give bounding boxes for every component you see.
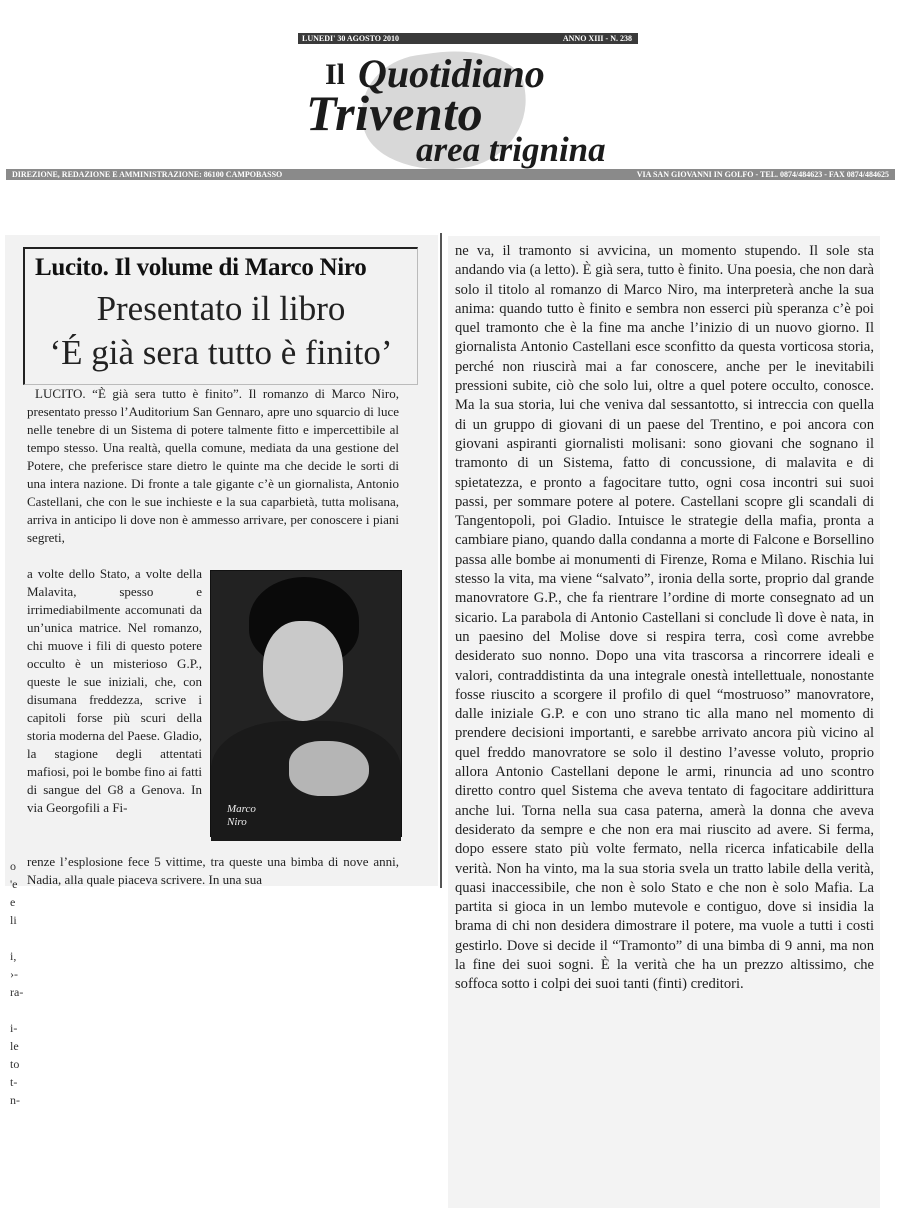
article-body-top: LUCITO. “È già sera tutto è finito”. Il romanzo di Marco Niro, presentato presso l’Auditorium San Gennaro, apre uno squarcio di luce nelle tenebre di un Sistema di potere talmente fitto e impercettibile al tempo stesso. Una realtà, quella comune, mediata da una gestione del Potere, che preferisce stare dietro le quinte ma che decide le sorti di una intera nazione. Di fronte a tale gigante c’è un giornalista, Antonio Castellani, che con le sue inchieste e la sua caparbietà, tutta molisana, arriva in anticipo li dove non è ammesso arrivare, per conoscere i piani segreti, [27, 386, 399, 545]
article-title-line-1: Presentato il libro [96, 289, 346, 328]
column-divider [440, 233, 442, 888]
masthead-trivento: Trivento [306, 85, 484, 141]
masthead-quotidiano: Quotidiano [358, 51, 545, 96]
issue-date: LUNEDI' 30 AGOSTO 2010 [302, 34, 399, 43]
author-photo [210, 570, 402, 837]
article-body-bottom: renze l’esplosione fece 5 vittime, tra queste una bimba di nove anni, Nadia, alla quale piaceva scrivere. In una sua [27, 854, 399, 887]
article-body-column: a volte dello Stato, a volte della Malavita, spesso e irrimediabilmente accomunati da un’unica matrice. Nel romanzo, chi muove i fili di questo potere occulto è un misterioso G.P., queste le sue iniziali, che, con disumana freddezza, scrive i capitoli forse più scuri della storia moderna del Paese. Gladio, la stagione degli attentati mafiosi, poi le bombe fino ai fatti di sangue del G8 a Genova. In via Georgofili a Fi- [27, 566, 202, 815]
address-right: VIA SAN GIOVANNI IN GOLFO - TEL. 0874/484623 - FAX 0874/484625 [636, 170, 889, 179]
masthead-date-bar [298, 33, 638, 44]
photo-caption: Marco Niro [227, 803, 256, 828]
issue-number: ANNO XIII - N. 238 [562, 34, 632, 43]
masthead-address-bar [6, 169, 895, 180]
address-left: DIREZIONE, REDAZIONE E AMMINISTRAZIONE: 86100 CAMPOBASSO [12, 170, 283, 179]
masthead-il: Il [325, 58, 346, 91]
masthead-area-trignina: area trignina [416, 130, 606, 169]
adjacent-column-fragments: o 'e e li i, ›- ra- i- le to t- n- [10, 859, 24, 1107]
article-clipping-right [448, 236, 880, 1208]
headline-box [23, 247, 418, 385]
article-clipping-left [5, 235, 438, 1107]
article-kicker: Lucito. Il volume di Marco Niro [35, 254, 367, 281]
article-title-line-2: ‘É già sera tutto è finito’ [49, 333, 393, 372]
article-body-continuation: ne va, il tramonto si avvicina, un momento stupendo. Il sole sta andando via (a letto). È già sera, tutto è finito. Una poesia, che non darà solo il titolo al romanzo di Marco Niro, ma interpreterà anche la sua anima: quando tutto è finito e sembra non esserci più speranza c’è poi quel tramonto che è la fine ma anche l’inizio di un nuovo giorno. Il giornalista Antonio Castellani esce sconfitto da questa vorticosa storia, perché non riuscirà mai a far conoscere, anche per le inevitabili pressioni subite, ciò che solo lui, oltre a quel potere occulto, conosce. Ma la sua storia, lui che veniva dal sessantotto, si intreccia con quella di un gruppo di giovani di un paese del Trentino, e poi ancora con giovani aspiranti giornalisti molisani: sono giovani che sognano il tramonto di un Sistema, fatto di concussione, di malavita e di spietatezza, e pronto a fagocitare tutto, ogni cosa incontri sui suoi passi, per sommare potere al potere. Castellani scopre gli scandali di Tangentopoli, poi Gladio. Intuisce le strategie della mafia, pronta a cambiare piano, quando dalla condanna a morte di Falcone e Borsellino passa alle bombe ai monumenti di Firenze, Roma e Milano. Rischia lui stesso la vita, ma viene “salvato”, ironia della sorte, proprio dal grande manovratore G.P., che fa rientrare l’ordine di morte consegnato ad un sicario. La parabola di Antonio Castellani si conclude lì dove è nata, in un paesino del Molise dove si respira terra, così come avrebbe desiderato suo nonno. Dopo una vita trascorsa a rincorrere ideali e valori, contraddistinta da una integrale onestà intellettuale, nonostante fosse riuscito a scorgere il profilo di quel “mostruoso” manovratore, dalle iniziale G.P. e con uno strano tic alla mano nel momento di prendere decisioni importanti, e sarebbe arrivato ancora più vicino al quel freddo manovratore se solo il destino l’avesse voluto, proprio allora Antonio Castellani depone le armi, rinuncia ad uno scontro diretto contro quel Sistema che aveva tentato di fagocitare addirittura anche lui. Torna nella sua casa paterna, amerà la donna che aveva desiderato da sempre e che non era mai riuscito ad avere. Si ferma, dopo essere stato più volte fermato, nella ricerca infaticabile della verità. Non ha vinto, ma la sua storia svela un tratto labile della verità, quasi inaccessibile, che non è solo Stato e che non è solo Mafia. La partita si gioca in un lembo mutevole e contiguo, dove si insidia la brama di chi non desidera dimostrare il potere, ma vuole a tutti i costi gestirlo. Dove si decide il “Tramonto” di una bimba di 9 anni, ma non la fine dei suoi sogni. È la verità che ha un prezzo altissimo, che soffoca sotto i colpi dei suoi tanti (finti) creditori. [455, 243, 875, 993]
